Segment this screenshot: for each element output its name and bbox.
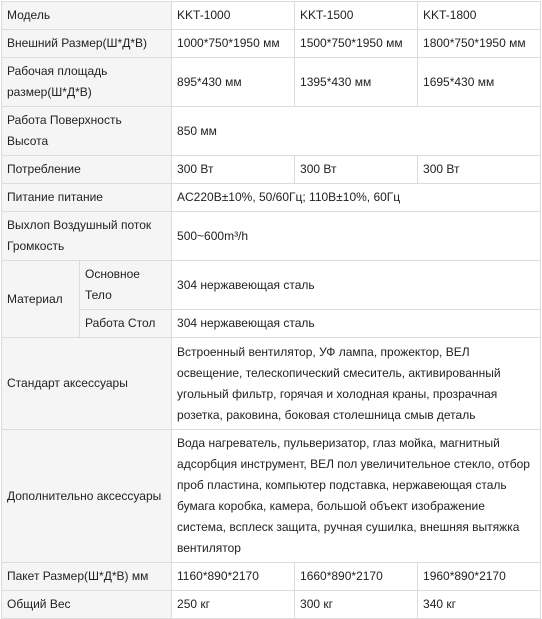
- row-work-height: [2, 107, 541, 156]
- row-package-size: [2, 563, 541, 591]
- work-area-value-2: 1395*430 мм: [295, 58, 418, 107]
- external-size-value-1: 1000*750*1950 мм: [172, 30, 295, 58]
- work-height-value: 850 мм: [172, 107, 541, 156]
- exhaust-label: Выхлоп Воздушный поток Громкость: [2, 212, 172, 261]
- row-model: [2, 2, 541, 30]
- consumption-value-3: 300 Вт: [418, 156, 541, 184]
- consumption-value-1: 300 Вт: [172, 156, 295, 184]
- row-power-supply: [2, 184, 541, 212]
- exhaust-value: 500~600m³/h: [172, 212, 541, 261]
- standard-accessories-value: Встроенный вентилятор, УФ лампа, прожектор, ВЕЛ освещение, телескопический смеситель, активированный угольный фильтр, горячая и холодная краны, прозрачная розетка, раковина, боковая столешница смыв деталь: [172, 338, 541, 430]
- optional-accessories-value: Вода нагреватель, пульверизатор, глаз мойка, магнитный адсорбция инструмент, ВЕЛ пол увеличительное стекло, отбор проб пластина, компьютер подставка, нержавеющая сталь бумага коробка, камера, большой объект изображение система, всплеск защита, ручная сушилка, внешняя вытяжка вентилятор: [172, 430, 541, 563]
- model-value-2: KKT-1500: [295, 2, 418, 30]
- row-gross-weight: [2, 591, 541, 619]
- row-standard-accessories: [2, 338, 541, 430]
- package-size-value-3: 1960*890*2170: [418, 563, 541, 591]
- standard-accessories-label: Стандарт аксессуары: [2, 338, 172, 430]
- package-size-value-2: 1660*890*2170: [295, 563, 418, 591]
- power-supply-value: AC220B±10%, 50/60Гц; 110B±10%, 60Гц: [172, 184, 541, 212]
- row-material-work-table: [2, 310, 541, 338]
- gross-weight-value-2: 300 кг: [295, 591, 418, 619]
- model-value-3: KKT-1800: [418, 2, 541, 30]
- material-label: Материал: [2, 261, 80, 338]
- row-work-area: [2, 58, 541, 107]
- gross-weight-label: Общий Вес: [2, 591, 172, 619]
- power-supply-label: Питание питание: [2, 184, 172, 212]
- consumption-label: Потребление: [2, 156, 172, 184]
- package-size-value-1: 1160*890*2170: [172, 563, 295, 591]
- row-consumption: [2, 156, 541, 184]
- row-optional-accessories: [2, 430, 541, 563]
- model-label: Модель: [2, 2, 172, 30]
- spec-table: [1, 1, 541, 619]
- material-work-table-value: 304 нержавеющая сталь: [172, 310, 541, 338]
- package-size-label: Пакет Размер(Ш*Д*В) мм: [2, 563, 172, 591]
- gross-weight-value-1: 250 кг: [172, 591, 295, 619]
- material-main-body-label: Основное Тело: [80, 261, 172, 310]
- work-area-value-3: 1695*430 мм: [418, 58, 541, 107]
- model-value-1: KKT-1000: [172, 2, 295, 30]
- work-area-label: Рабочая площадь размер(Ш*Д*В): [2, 58, 172, 107]
- external-size-value-3: 1800*750*1950 мм: [418, 30, 541, 58]
- external-size-value-2: 1500*750*1950 мм: [295, 30, 418, 58]
- material-work-table-label: Работа Стол: [80, 310, 172, 338]
- work-area-value-1: 895*430 мм: [172, 58, 295, 107]
- work-height-label: Работа Поверхность Высота: [2, 107, 172, 156]
- material-main-body-value: 304 нержавеющая сталь: [172, 261, 541, 310]
- row-external-size: [2, 30, 541, 58]
- gross-weight-value-3: 340 кг: [418, 591, 541, 619]
- optional-accessories-label: Дополнительно аксессуары: [2, 430, 172, 563]
- external-size-label: Внешний Размер(Ш*Д*В): [2, 30, 172, 58]
- row-exhaust: [2, 212, 541, 261]
- row-material-main-body: [2, 261, 541, 310]
- consumption-value-2: 300 Вт: [295, 156, 418, 184]
